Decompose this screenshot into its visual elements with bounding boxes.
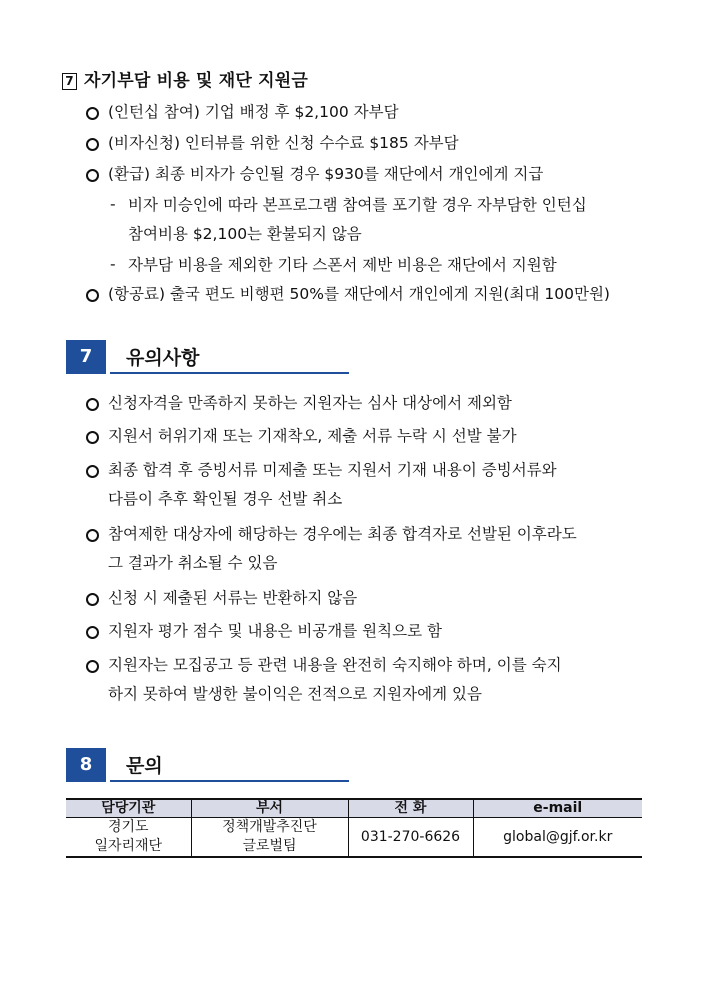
notice-item: 지원자는 모집공고 등 관련 내용을 완전히 숙지해야 하며, 이를 숙지	[108, 656, 562, 674]
org-line-2: 일자리재단	[94, 838, 163, 854]
header-phone: 전 화	[348, 799, 473, 818]
bullet-icon	[86, 398, 99, 411]
subsection-number: 7	[62, 73, 77, 90]
notice-item: 신청 시 제출된 서류는 반환하지 않음	[108, 589, 358, 607]
section-number: 7	[66, 340, 106, 374]
subsection-title-text: 자기부담 비용 및 재단 지원금	[84, 71, 308, 91]
bullet-icon	[86, 529, 99, 542]
contact-table-header-row	[66, 799, 642, 818]
support-item: (비자신청) 인터뷰를 위한 신청 수수료 $185 자부담	[108, 134, 459, 152]
section-number: 8	[66, 748, 106, 782]
support-item: (인턴십 참여) 기업 배정 후 $2,100 자부담	[108, 103, 399, 121]
bullet-icon	[86, 626, 99, 639]
notice-item-cont: 다름이 추후 확인될 경우 선발 취소	[108, 490, 343, 508]
support-item: (환급) 최종 비자가 승인될 경우 $930를 재단에서 개인에게 지급	[108, 165, 544, 183]
support-subitem: 비자 미승인에 따라 본프로그램 참여를 포기할 경우 자부담한 인턴십	[128, 196, 587, 214]
notice-item-cont: 하지 못하여 발생한 불이익은 전적으로 지원자에게 있음	[108, 685, 482, 703]
bullet-icon	[86, 289, 99, 302]
contact-table	[66, 798, 642, 858]
cell-email: global@gjf.or.kr	[473, 818, 642, 858]
section-title: 유의사항	[126, 347, 200, 369]
bullet-icon	[86, 107, 99, 120]
subsection-title	[62, 66, 308, 91]
notice-item-cont: 그 결과가 취소될 수 있음	[108, 554, 278, 572]
notice-item: 지원서 허위기재 또는 기재착오, 제출 서류 누락 시 선발 불가	[108, 427, 517, 445]
support-subitem: 자부담 비용을 제외한 기타 스폰서 제반 비용은 재단에서 지원함	[128, 256, 557, 274]
header-org: 담당기관	[66, 799, 191, 818]
bullet-icon	[86, 138, 99, 151]
dept-line-1: 정책개발추진단	[222, 819, 317, 835]
cell-dept	[191, 818, 348, 858]
cell-org	[66, 818, 191, 858]
contact-table-row	[66, 818, 642, 858]
bullet-icon	[86, 431, 99, 444]
section-title: 문의	[126, 755, 163, 777]
header-email: e-mail	[473, 799, 642, 818]
bullet-icon	[86, 660, 99, 673]
dept-line-2: 글로벌팀	[242, 838, 297, 854]
notice-item: 지원자 평가 점수 및 내용은 비공개를 원칙으로 함	[108, 622, 442, 640]
support-subitem: 참여비용 $2,100는 환불되지 않음	[128, 225, 362, 243]
cell-phone: 031-270-6626	[348, 818, 473, 858]
section-underline	[110, 780, 349, 782]
notice-item: 최종 합격 후 증빙서류 미제출 또는 지원서 기재 내용이 증빙서류와	[108, 461, 557, 479]
section-8-header	[66, 748, 349, 782]
notice-item: 참여제한 대상자에 해당하는 경우에는 최종 합격자로 선발된 이후라도	[108, 525, 577, 543]
section-7-header	[66, 340, 349, 374]
org-line-1: 경기도	[107, 819, 149, 835]
header-dept: 부서	[191, 799, 348, 818]
dash-icon: -	[110, 195, 116, 213]
notice-item: 신청자격을 만족하지 못하는 지원자는 심사 대상에서 제외함	[108, 394, 512, 412]
support-item: (항공료) 출국 편도 비행편 50%를 재단에서 개인에게 지원(최대 100만원)	[108, 285, 610, 303]
section-underline	[110, 372, 349, 374]
bullet-icon	[86, 169, 99, 182]
bullet-icon	[86, 465, 99, 478]
dash-icon: -	[110, 255, 116, 273]
bullet-icon	[86, 593, 99, 606]
